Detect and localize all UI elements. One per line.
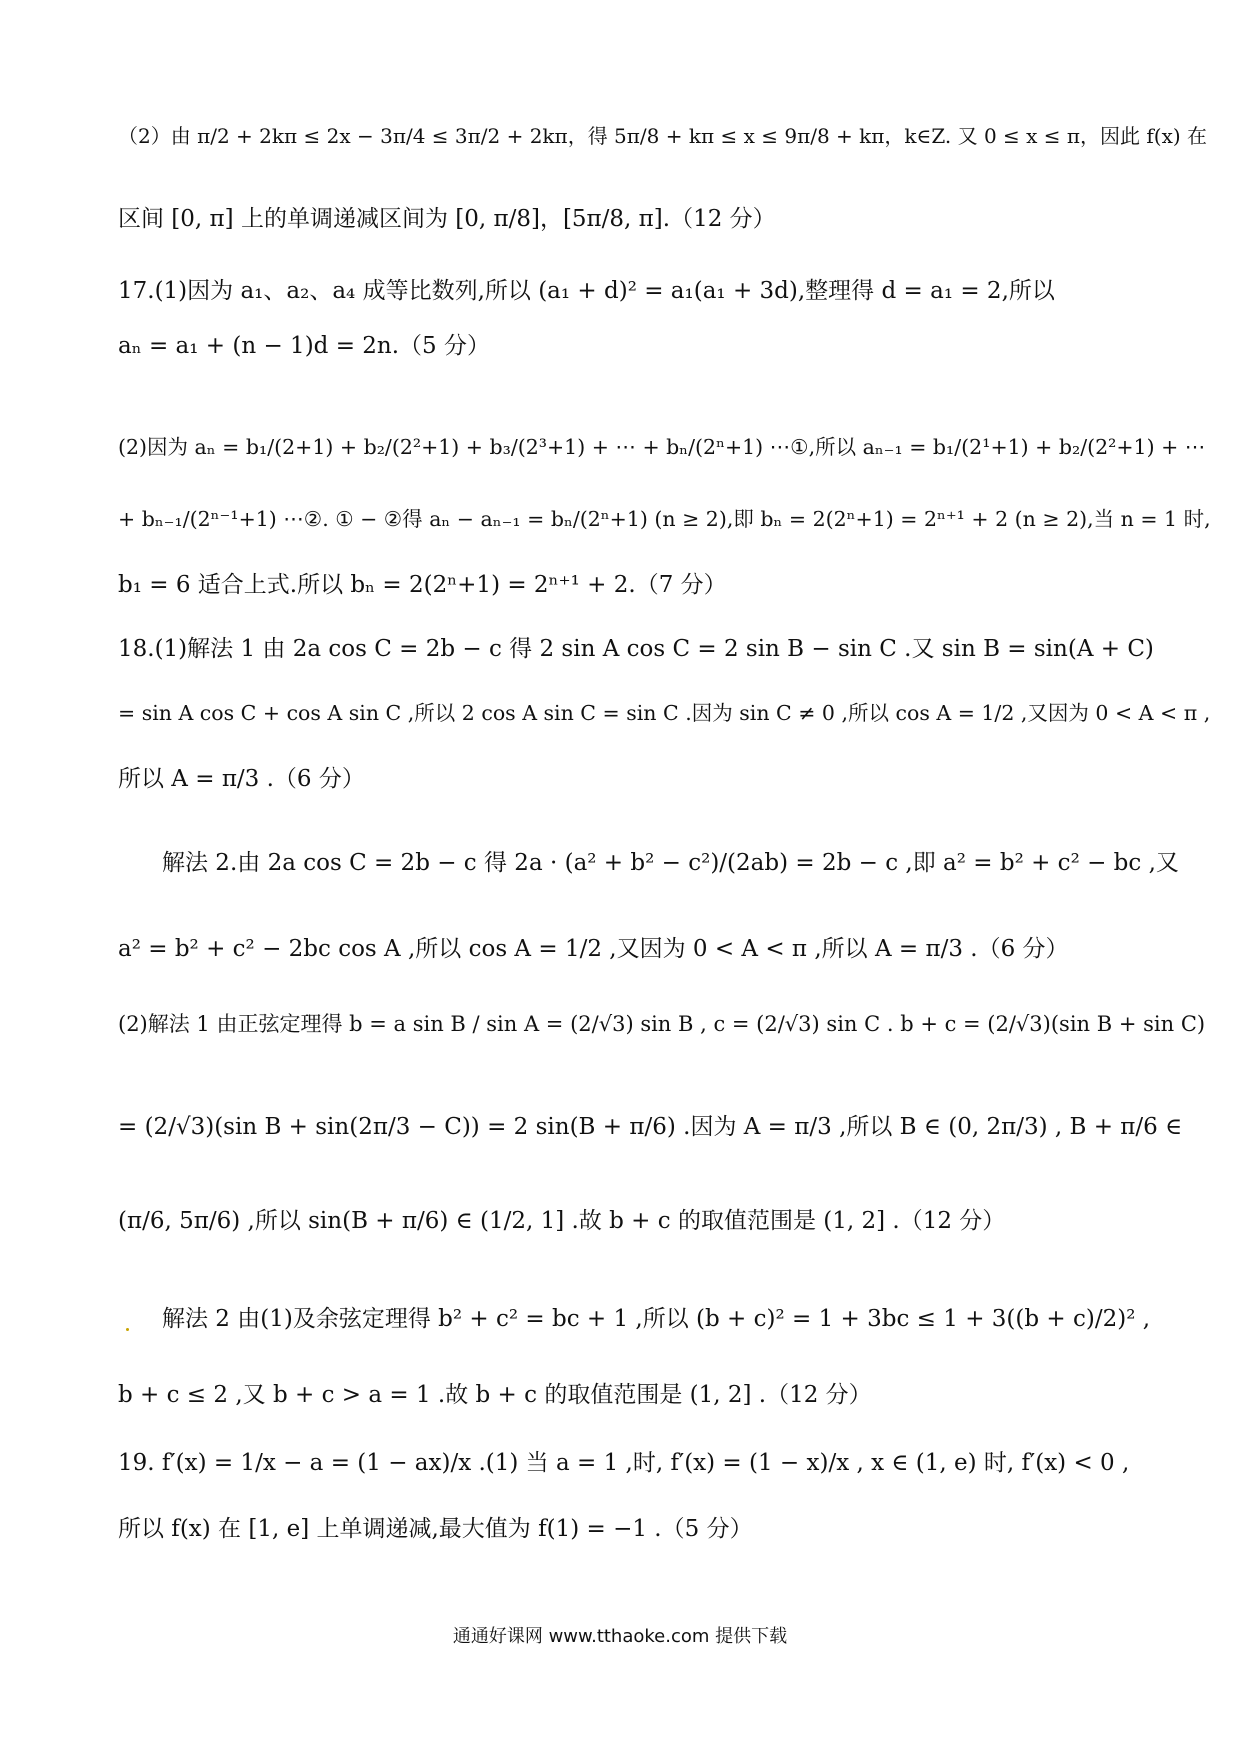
text-line-16: 解法 2 由(1)及余弦定理得 b² + c² = bc + 1 ,所以 (b + c)² = 1 + 3bc ≤ 1 + 3((b + c)/2)² ,	[162, 1306, 1151, 1332]
text-line-19: 所以 f(x) 在 [1, e] 上单调递减,最大值为 f(1) = −1 .（5 分）	[118, 1516, 753, 1542]
text-line-7: b₁ = 6 适合上式.所以 bₙ = 2(2ⁿ+1) = 2ⁿ⁺¹ + 2.（7 分）	[118, 572, 727, 598]
text-line-4: aₙ = a₁ + (n − 1)d = 2n.（5 分）	[118, 333, 490, 359]
stray-dot-mark	[126, 1328, 129, 1331]
text-line-9: = sin A cos C + cos A sin C ,所以 2 cos A sin C = sin C .因为 sin C ≠ 0 ,所以 cos A = 1/2 ,又因为 0 < A < π ,	[118, 701, 1211, 725]
footer-credit: 通通好课网 www.tthaoke.com 提供下载	[452, 1626, 788, 1647]
text-line-2: 区间 [0, π] 上的单调递减区间为 [0, π/8]，[5π/8, π].（12 分）	[118, 206, 776, 232]
text-line-14: = (2/√3)(sin B + sin(2π/3 − C)) = 2 sin(B + π/6) .因为 A = π/3 ,所以 B ∈ (0, 2π/3) , B + π/6 ∈	[118, 1114, 1183, 1140]
text-line-3: 17.(1)因为 a₁、a₂、a₄ 成等比数列,所以 (a₁ + d)² = a₁(a₁ + 3d),整理得 d = a₁ = 2,所以	[118, 278, 1055, 304]
text-line-15: (π/6, 5π/6) ,所以 sin(B + π/6) ∈ (1/2, 1] .故 b + c 的取值范围是 (1, 2] .（12 分）	[118, 1208, 1006, 1234]
text-line-11: 解法 2.由 2a cos C = 2b − c 得 2a · (a² + b² − c²)/(2ab) = 2b − c ,即 a² = b² + c² − bc ,又	[162, 850, 1179, 876]
text-line-17: b + c ≤ 2 ,又 b + c > a = 1 .故 b + c 的取值范围是 (1, 2] .（12 分）	[118, 1382, 872, 1408]
text-line-5: (2)因为 aₙ = b₁/(2+1) + b₂/(2²+1) + b₃/(2³+1) + ⋯ + bₙ/(2ⁿ+1) ⋯①,所以 aₙ₋₁ = b₁/(2¹+1) + b₂/(2²+1) + ⋯	[118, 435, 1206, 459]
text-line-8: 18.(1)解法 1 由 2a cos C = 2b − c 得 2 sin A cos C = 2 sin B − sin C .又 sin B = sin(A + C)	[118, 636, 1154, 662]
text-line-10: 所以 A = π/3 .（6 分）	[118, 766, 365, 792]
text-line-1: （2）由 π/2 + 2kπ ≤ 2x − 3π/4 ≤ 3π/2 + 2kπ，得 5π/8 + kπ ≤ x ≤ 9π/8 + kπ，k∈Z. 又 0 ≤ x ≤ π，因此 f(x) 在	[118, 124, 1208, 148]
text-line-12: a² = b² + c² − 2bc cos A ,所以 cos A = 1/2 ,又因为 0 < A < π ,所以 A = π/3 .（6 分）	[118, 936, 1069, 962]
text-line-6: + bₙ₋₁/(2ⁿ⁻¹+1) ⋯②. ① − ②得 aₙ − aₙ₋₁ = bₙ/(2ⁿ+1) (n ≥ 2),即 bₙ = 2(2ⁿ+1) = 2ⁿ⁺¹ + 2 (n ≥ 2),当 n = 1 时,	[118, 507, 1211, 531]
text-line-13: (2)解法 1 由正弦定理得 b = a sin B / sin A = (2/√3) sin B , c = (2/√3) sin C . b + c = (2/√3)(sin B + sin C)	[118, 1012, 1206, 1036]
text-line-18: 19. f′(x) = 1/x − a = (1 − ax)/x .(1) 当 a = 1 ,时, f′(x) = (1 − x)/x , x ∈ (1, e) 时, f′(x) < 0 ,	[118, 1450, 1130, 1476]
